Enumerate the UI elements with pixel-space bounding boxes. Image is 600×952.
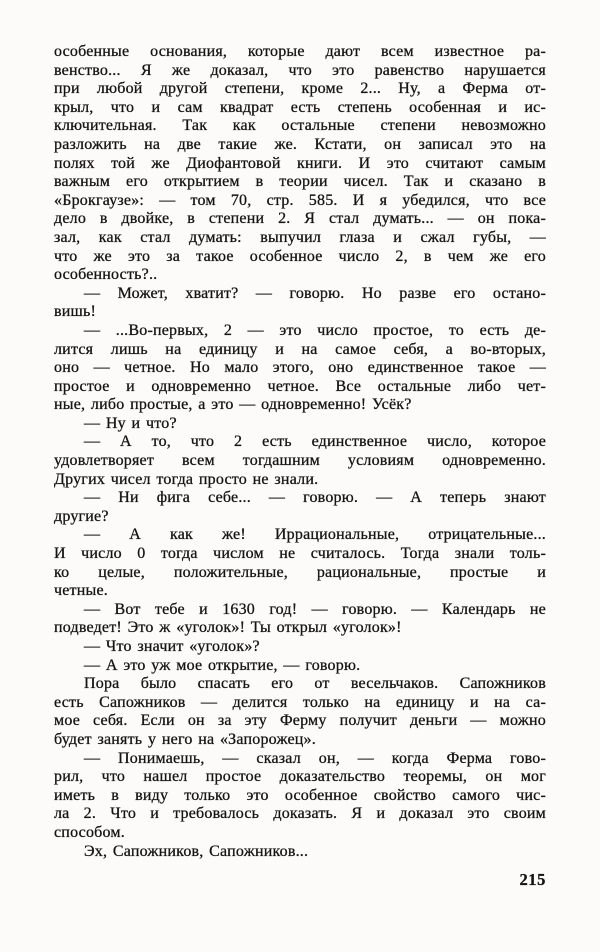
text-line: — ...Во-первых, 2 — это число простое, то есть де- [84,321,546,339]
paragraph [54,675,546,749]
paragraph [54,433,546,489]
text-line: важным его открытием в теории чисел. Так и сказано в [54,173,546,191]
text-line: — Ни фига себе... — говорю. — А теперь знают [84,489,546,507]
text-line: рил, что нашел простое доказательство теоремы, он мог [54,768,546,786]
text-line: — А как же! Иррациональные, отрицательные... [84,526,546,544]
paragraph [54,657,546,676]
text-line: «Брокгаузе»: — том 70, стр. 585. И я убедился, что все [54,191,546,209]
text-line: простое и одновременно четное. Все остальные либо чет- [54,377,546,395]
text-line: другие? [54,507,109,525]
text-line: Эх, Сапожников, Сапожников... [84,842,309,860]
text-line: особенность?.. [54,266,158,284]
paragraph [54,638,546,657]
text-line: будет занять у него на «Запорожец». [54,730,316,748]
paragraph [54,43,546,285]
text-line: — А то, что 2 есть единственное число, которое [84,433,546,451]
text-line: — Вот тебе и 1630 год! — говорю. — Календарь не [84,600,546,618]
text-line: венство... Я же доказал, что это равенство нарушается [54,61,546,79]
text-line: дело в двойке, в степени 2. Я стал думать... — он пока- [54,210,546,228]
text-line: ла 2. Что и требовалось доказать. Я и доказал это своим [54,805,546,823]
text-line: вишь! [54,303,97,321]
text-line: разложить на две такие же. Кстати, он записал это на [54,135,546,153]
text-line: четные. [54,582,108,600]
text-line: оно — четное. Но мало этого, оно единственное такое — [54,359,546,377]
text-line: И число 0 тогда числом не считалось. Тогда знали толь- [54,545,546,563]
text-line: иметь в виду только это особенное свойство самого чис- [54,786,546,804]
paragraph [54,322,546,415]
paragraph [54,843,546,862]
text-line: — Ну и что? [84,414,177,432]
text-line: ключительная. Так как остальные степени невозможно [54,117,546,135]
text-line: ко целые, положительные, рациональные, простые и [54,563,546,581]
text-line: ные, либо простые, а это — одновременно! Усёк? [54,396,412,414]
text-line: полях той же Диофантовой книги. И это считают самым [54,154,546,172]
text-line: подведет! Это ж «уголок»! Ты открыл «уголок»! [54,619,402,637]
paragraph [54,601,546,638]
paragraph [54,526,546,600]
paragraph [54,285,546,322]
text-line: Других чисел тогда просто не знали. [54,470,319,488]
paragraph [54,489,546,526]
text-line: способом. [54,823,125,841]
text-line: Пора было спасать его от весельчаков. Сапожников [84,675,546,693]
text-line: — А это уж мое открытие, — говорю. [84,656,361,674]
text-line: что же это за такое особенное число 2, в чем же его [54,247,546,265]
text-line: — Может, хватит? — говорю. Но разве его остано- [84,284,546,302]
text-line: мое себя. Если он за эту Ферму получит деньги — можно [54,712,546,730]
text-line: зал, как стал думать: выпучил глаза и сжал губы, — [54,228,546,246]
text-line: лится лишь на единицу и на самое себя, а во-вторых, [54,340,546,358]
text-line: есть Сапожников — делится только на единицу и на са- [54,693,546,711]
paragraph [54,750,546,843]
paragraph [54,415,546,434]
text-line: удовлетворяет всем тогдашним условиям одновременно. [54,452,546,470]
page-text-block [54,43,546,861]
text-line: особенные основания, которые дают всем известное ра- [54,43,546,60]
text-line: крыл, что и сам квадрат есть степень особенная и ис- [54,98,546,116]
text-line: при любой другой степени, кроме 2... Ну, а Ферма от- [54,80,546,98]
page-number: 215 [519,870,546,889]
text-line: — Понимаешь, — сказал он, — когда Ферма гово- [84,749,546,767]
text-line: — Что значит «уголок»? [84,638,260,655]
